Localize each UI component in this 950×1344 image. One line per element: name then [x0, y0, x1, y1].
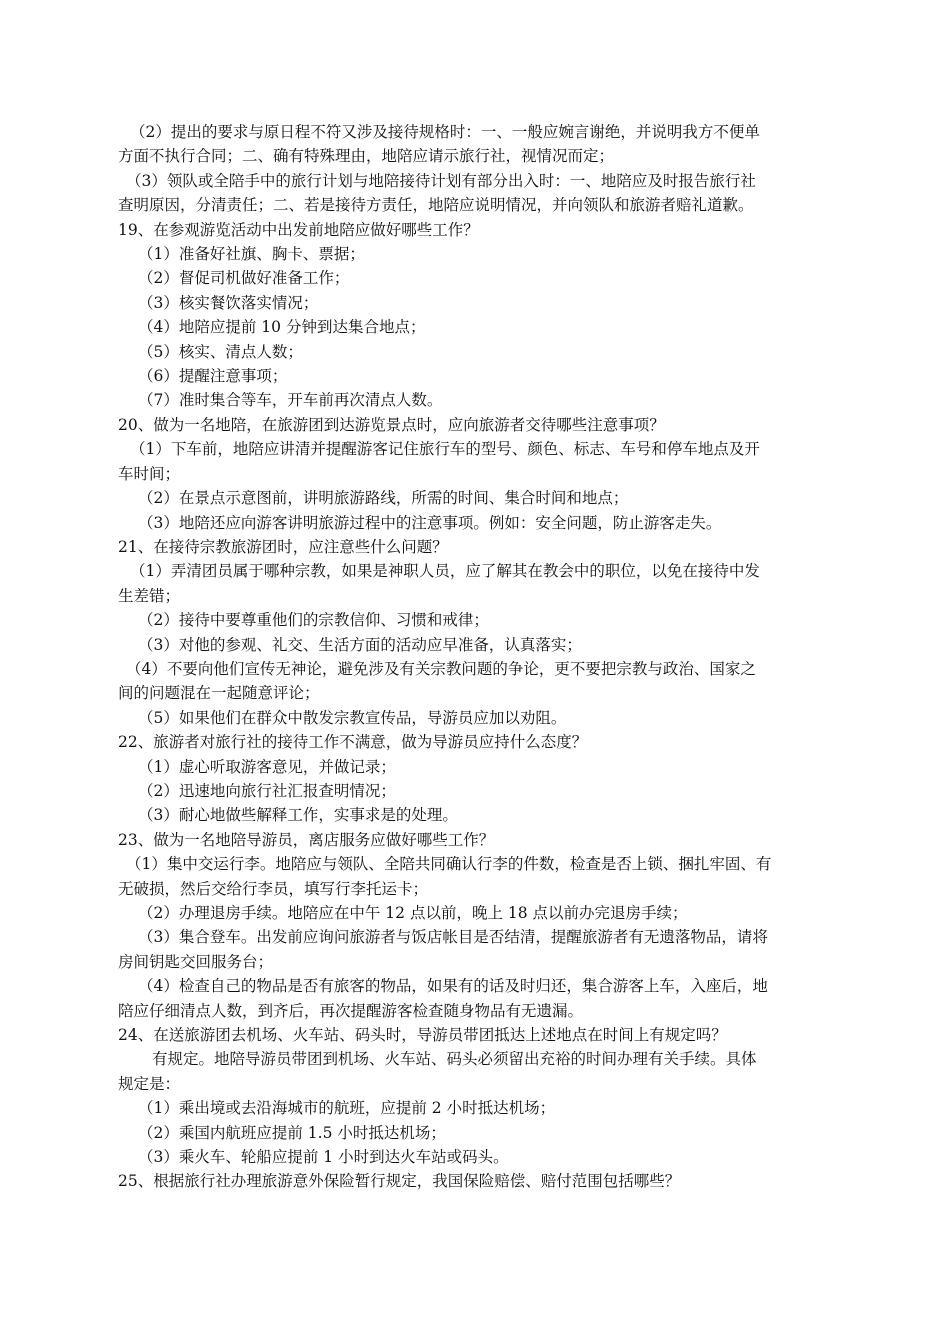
list-item: （5）核实、清点人数；	[138, 342, 303, 361]
paragraph-line: 规定是：	[118, 1074, 181, 1093]
list-item: （4）地陪应提前 10 分钟到达集合地点；	[138, 318, 426, 337]
list-item: （1）准备好社旗、胸卡、票据；	[138, 245, 365, 264]
list-item: （7）准时集合等车，开车前再次清点人数。	[138, 391, 443, 410]
question-heading: 20、做为一名地陪，在旅游团到达游览景点时，应向旅游者交待哪些注意事项？	[118, 415, 665, 434]
question-heading: 23、做为一名地陪导游员，离店服务应做好哪些工作？	[118, 830, 495, 849]
list-item-continuation: 生差错；	[118, 586, 181, 605]
list-item: （3）乘火车、轮船应提前 1 小时到达火车站或码头。	[138, 1148, 509, 1167]
list-item: （3）地陪还应向游客讲明旅游过程中的注意事项。例如：安全问题，防止游客走失。	[138, 513, 722, 532]
list-item: （6）提醒注意事项；	[138, 367, 288, 386]
list-item: （2）在景点示意图前，讲明旅游路线，所需的时间、集合时间和地点；	[138, 489, 629, 508]
paragraph-line: （3）领队或全陪手中的旅行计划与地陪接待计划有部分出入时：一、地陪应及时报告旅行社	[126, 171, 756, 190]
list-item-continuation: 房间钥匙交回服务台；	[118, 952, 274, 971]
list-item: （4）检查自己的物品是否有旅客的物品，如果有的话及时归还，集合游客上车，入座后，地	[138, 977, 768, 996]
list-item: （1）下车前，地陪应讲清并提醒游客记住旅行车的型号、颜色、标志、车号和停车地点及开	[130, 440, 760, 459]
paragraph-line: 有规定。地陪导游员带团到机场、火车站、码头必须留出充裕的时间办理有关手续。具体	[152, 1050, 757, 1069]
question-heading: 25、根据旅行社办理旅游意外保险暂行规定，我国保险赔偿、赔付范围包括哪些？	[118, 1172, 681, 1191]
paragraph-line: 方面不执行合同；二、确有特殊理由，地陪应请示旅行社，视情况而定；	[118, 147, 615, 166]
question-heading: 24、在送旅游团去机场、火车站、码头时，导游员带团抵达上述地点在时间上有规定吗？	[118, 1026, 727, 1045]
list-item: （2）督促司机做好准备工作；	[138, 269, 350, 288]
question-heading: 21、在接待宗教旅游团时，应注意些什么问题？	[118, 537, 448, 556]
list-item: （2）接待中要尊重他们的宗教信仰、习惯和戒律；	[138, 611, 489, 630]
list-item-continuation: 间的问题混在一起随意评论；	[118, 684, 320, 703]
list-item: （3）集合登车。出发前应询问旅游者与饭店帐目是否结清，提醒旅游者有无遗落物品，请将	[138, 928, 768, 947]
list-item: （3）对他的参观、礼交、生活方面的活动应早准备，认真落实；	[138, 635, 582, 654]
question-heading: 22、旅游者对旅行社的接待工作不满意，做为导游员应持什么态度？	[118, 733, 588, 752]
question-heading: 19、在参观游览活动中出发前地陪应做好哪些工作？	[118, 220, 479, 239]
list-item: （5）如果他们在群众中散发宗教宣传品，导游员应加以劝阻。	[138, 708, 567, 727]
list-item: （1）弄清团员属于哪种宗教，如果是神职人员，应了解其在教会中的职位，以免在接待中发	[130, 562, 760, 581]
list-item-continuation: 陪应仔细清点人数，到齐后，再次提醒游客检查随身物品有无遗漏。	[118, 1001, 584, 1020]
list-item-continuation: 无破损，然后交给行李员，填写行李托运卡；	[118, 879, 429, 898]
document-body	[118, 120, 888, 1194]
list-item: （3）耐心地做些解释工作，实事求是的处理。	[138, 806, 458, 825]
list-item: （4）不要向他们宣传无神论，避免涉及有关宗教问题的争论，更不要把宗教与政治、国家之	[126, 659, 756, 678]
list-item: （3）核实餐饮落实情况；	[138, 293, 319, 312]
list-item-continuation: 车时间；	[118, 464, 181, 483]
list-item: （2）办理退房手续。地陪应在中午 12 点以前，晚上 18 点以前办完退房手续；	[138, 904, 688, 922]
paragraph-line: 查明原因，分清责任；二、若是接待方责任，地陪应说明情况，并向领队和旅游者赔礼道歉。	[118, 196, 754, 215]
list-item: （1）乘出境或去沿海城市的航班，应提前 2 小时抵达机场；	[138, 1099, 556, 1118]
paragraph-line: （2）提出的要求与原日程不符又涉及接待规格时：一、一般应婉言谢绝，并说明我方不便单	[130, 123, 760, 141]
list-item: （2）迅速地向旅行社汇报查明情况；	[138, 781, 396, 800]
list-item: （1）集中交运行李。地陪应与领队、全陪共同确认行李的件数，检查是否上锁、捆扎牢固、有	[126, 855, 772, 874]
list-item: （1）虚心听取游客意见，并做记录；	[138, 757, 396, 776]
list-item: （2）乘国内航班应提前 1.5 小时抵达机场；	[138, 1123, 446, 1142]
